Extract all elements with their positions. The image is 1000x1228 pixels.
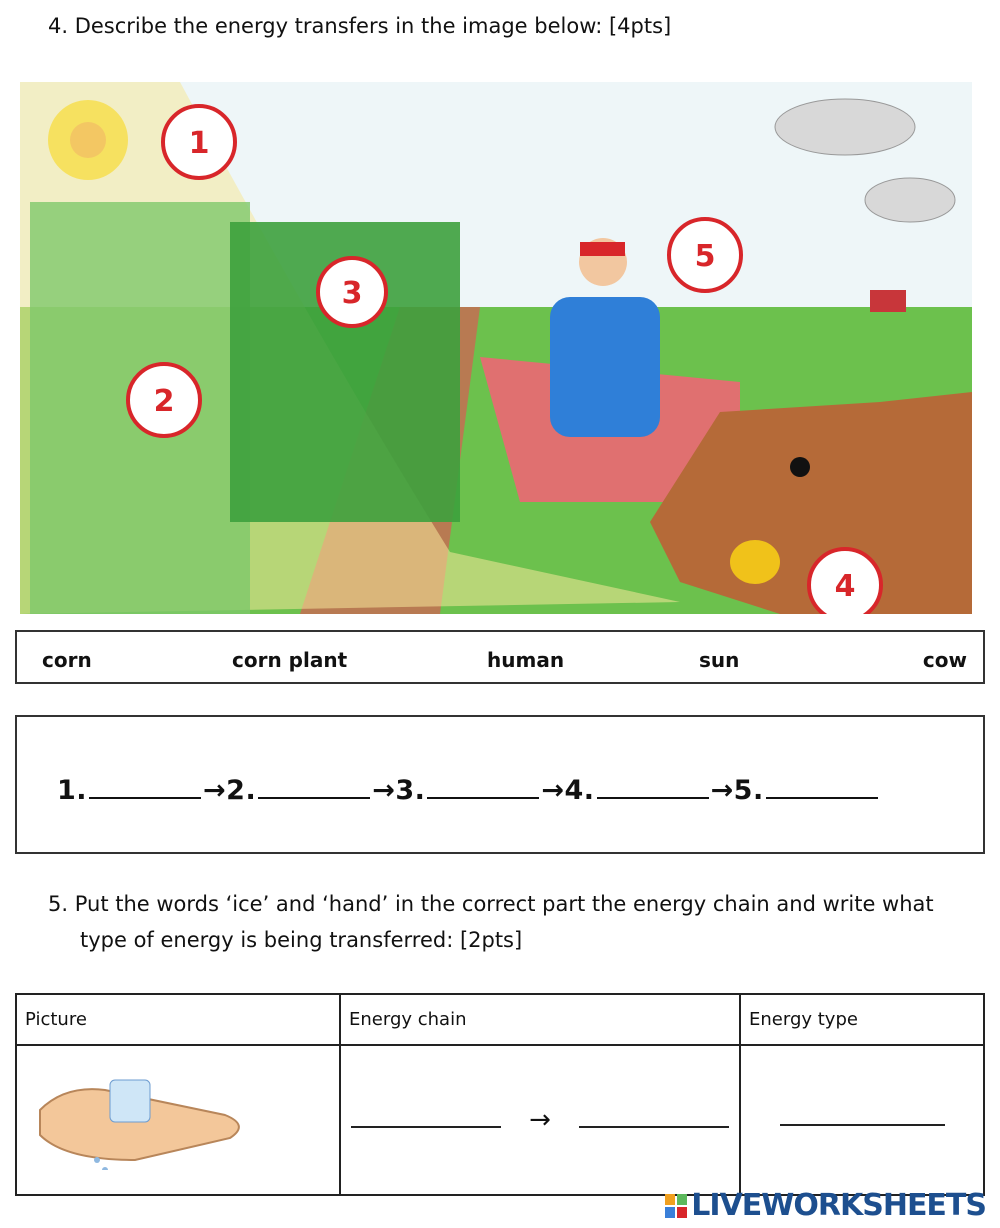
chain-blank-1[interactable] xyxy=(351,1126,501,1128)
answer-blank-2[interactable] xyxy=(258,775,370,799)
header-picture: Picture xyxy=(16,994,340,1045)
svg-text:3: 3 xyxy=(341,276,363,311)
header-energy-chain: Energy chain xyxy=(340,994,740,1045)
step-label: 1. xyxy=(57,775,88,806)
question-5-line2: type of energy is being transferred: [2pts] xyxy=(80,928,523,952)
step-label: →4. xyxy=(541,775,595,806)
svg-text:4: 4 xyxy=(834,569,856,604)
header-energy-type: Energy type xyxy=(740,994,984,1045)
logo-text: LIVEWORKSHEETS xyxy=(691,1188,986,1223)
answer-blank-5[interactable] xyxy=(766,775,878,799)
step-label: →2. xyxy=(203,775,257,806)
word-bank xyxy=(15,630,985,684)
marker-5 xyxy=(669,219,741,291)
question-5-line1: 5. Put the words ‘ice’ and ‘hand’ in the correct part the energy chain and write what xyxy=(48,892,934,916)
hand-with-ice-icon xyxy=(25,1060,255,1170)
barn-icon xyxy=(870,290,906,312)
word-sun[interactable]: sun xyxy=(699,648,740,672)
energy-chain-table xyxy=(15,993,985,1196)
chain-blank-2[interactable] xyxy=(579,1126,729,1128)
svg-text:5: 5 xyxy=(694,239,716,274)
energy-chain-box xyxy=(15,715,985,854)
marker-2 xyxy=(128,364,200,436)
word-human[interactable]: human xyxy=(487,648,565,672)
marker-1 xyxy=(163,106,235,178)
arrow-icon: → xyxy=(529,1105,551,1135)
question-4-title: 4. Describe the energy transfers in the image below: [4pts] xyxy=(48,14,672,38)
liveworksheets-logo xyxy=(665,1188,986,1223)
answer-blank-3[interactable] xyxy=(427,775,539,799)
answer-blank-4[interactable] xyxy=(597,775,709,799)
energy-chain xyxy=(57,775,880,806)
word-corn[interactable]: corn xyxy=(42,648,92,672)
energy-type-blank[interactable] xyxy=(780,1124,945,1126)
svg-text:2: 2 xyxy=(153,384,175,419)
energy-transfer-illustration xyxy=(20,82,972,614)
word-corn-plant[interactable]: corn plant xyxy=(232,648,348,672)
marker-3 xyxy=(318,258,386,326)
picture-cell xyxy=(16,1045,340,1195)
energy-type-cell xyxy=(740,1045,984,1195)
logo-squares-icon xyxy=(665,1194,687,1218)
marker-4 xyxy=(809,549,881,614)
step-label: →3. xyxy=(372,775,426,806)
answer-blank-1[interactable] xyxy=(89,775,201,799)
step-label: →5. xyxy=(710,775,764,806)
svg-text:1: 1 xyxy=(188,126,210,161)
word-cow[interactable]: cow xyxy=(922,648,967,672)
energy-chain-cell xyxy=(340,1045,740,1195)
